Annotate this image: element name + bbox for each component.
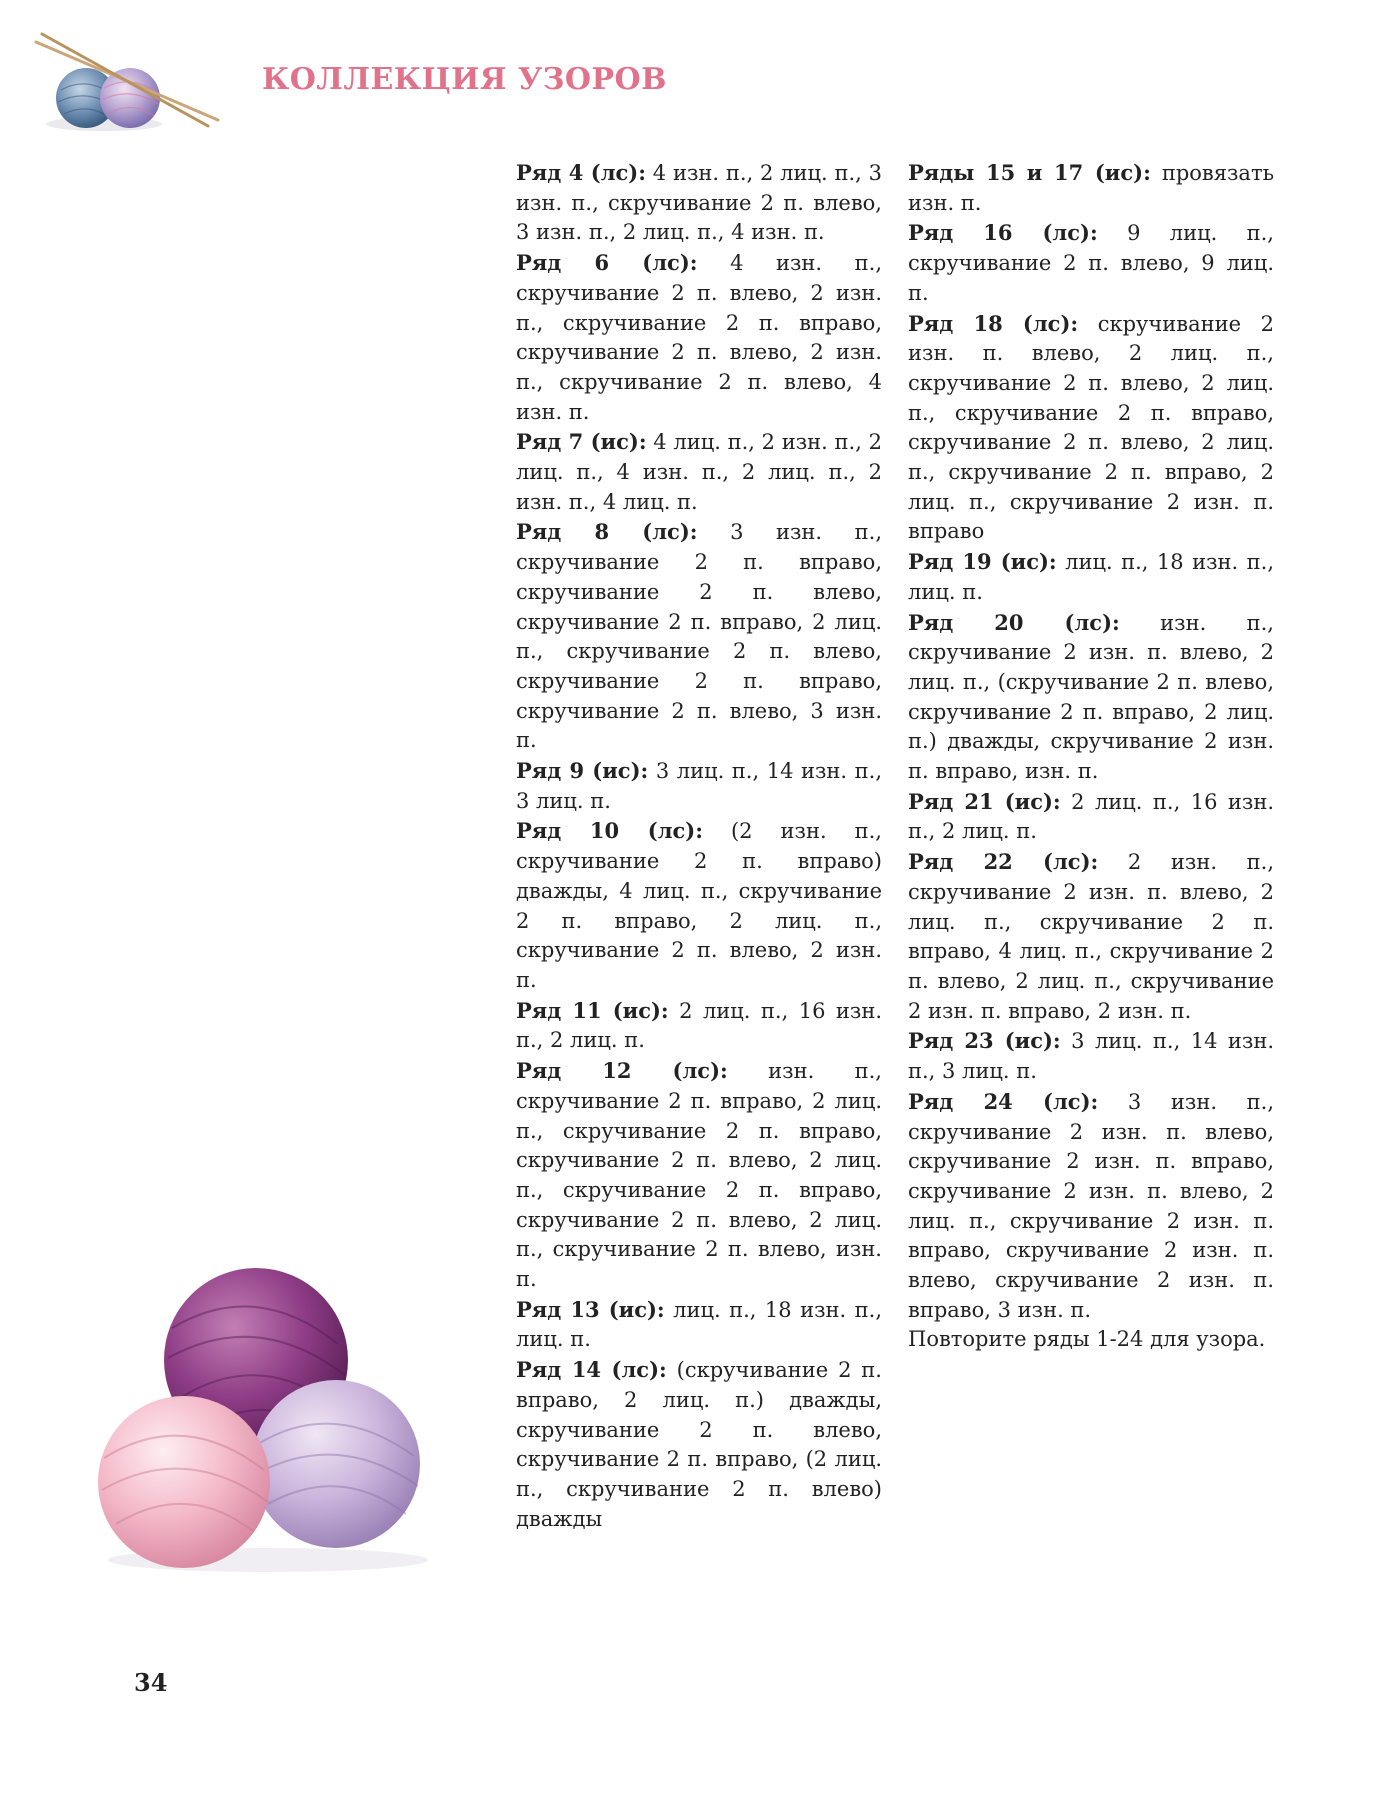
row-instruction (516, 517, 882, 756)
row-instruction (516, 1295, 882, 1355)
row-label: Ряд 12 (лс): (516, 1058, 728, 1084)
row-text: изн. п., скручивание 2 п. вправо, 2 лиц. п., скручивание 2 п. вправо, скручивание 2 п. влево, 2 лиц. п., скручивание 2 п. вправо, скручивание 2 п. влево, 2 лиц. п., скручивание 2 п. влево, изн. п. (516, 1059, 882, 1292)
row-text: изн. п., скручивание 2 изн. п. влево, 2 лиц. п., (скручивание 2 п. влево, скручивание 2 п. вправо, 2 лиц. п.) дважды, скручивание 2 изн. п. вправо, изн. п. (908, 610, 1274, 784)
row-label: Ряд 16 (лс): (908, 220, 1098, 246)
section-title: КОЛЛЕКЦИЯ УЗОРОВ (262, 62, 668, 97)
instructions-column-right (908, 158, 1274, 1355)
row-label: Ряд 4 (лс): (516, 160, 646, 185)
row-text: 3 изн. п., скручивание 2 изн. п. влево, скручивание 2 изн. п. вправо, скручивание 2 изн. п. влево, 2 лиц. п., скручивание 2 изн. п. вправо, скручивание 2 изн. п. влево, скручивание 2 изн. п. вправо, 3 изн. п. (908, 1089, 1274, 1322)
row-instruction (908, 218, 1274, 308)
row-label: Ряд 23 (ис): (908, 1028, 1061, 1054)
row-instruction (516, 756, 882, 816)
page-number: 34 (134, 1668, 168, 1697)
row-label: Ряд 18 (лс): (908, 310, 1079, 336)
row-instruction (908, 158, 1274, 218)
row-label: Ряд 7 (ис): (516, 429, 647, 455)
row-label: Ряд 24 (лс): (908, 1088, 1099, 1114)
row-text: (2 изн. п., скручивание 2 п. вправо) дважды, 4 лиц. п., скручивание 2 п. вправо, 2 лиц. п., скручивание 2 п. влево, 2 изн. п. (516, 819, 882, 992)
row-text: 4 изн. п., 2 лиц. п., 3 изн. п., скручивание 2 п. влево, 3 изн. п., 2 лиц. п., 4 изн. п. (516, 161, 882, 245)
instructions-column-left (516, 158, 882, 1534)
row-text: 9 лиц. п., скручивание 2 п. влево, 9 лиц. п. (908, 221, 1274, 305)
row-text: 4 изн. п., скручивание 2 п. влево, 2 изн. п., скручивание 2 п. вправо, скручивание 2 п. влево, 2 изн. п., скручивание 2 п. влево, 4 изн. п. (516, 251, 882, 424)
row-text: 2 лиц. п., 16 изн. п., 2 лиц. п. (908, 789, 1274, 844)
row-label: Ряд 6 (лс): (516, 250, 698, 276)
row-instruction (516, 816, 882, 995)
row-text: лиц. п., 18 изн. п., лиц. п. (908, 550, 1274, 604)
row-label: Ряд 19 (ис): (908, 549, 1057, 575)
row-instruction (908, 847, 1274, 1026)
row-label: Ряд 8 (лс): (516, 519, 698, 545)
row-text: (скручивание 2 п. вправо, 2 лиц. п.) дважды, скручивание 2 п. влево, скручивание 2 п. вправо, (2 лиц. п., скручивание 2 п. влево) дважды (516, 1358, 882, 1531)
row-label: Ряды 15 и 17 (ис): (908, 160, 1151, 185)
row-instruction (516, 427, 882, 517)
row-instruction (908, 1026, 1274, 1086)
yarn-balls-needles-icon (28, 28, 228, 138)
row-instruction (516, 1355, 882, 1534)
row-text: Повторите ряды 1-24 для узора. (908, 1327, 1266, 1352)
row-text: 4 лиц. п., 2 изн. п., 2 лиц. п., 4 изн. п., 2 лиц. п., 2 изн. п., 4 лиц. п. (516, 430, 882, 514)
row-text: 3 лиц. п., 14 изн. п., 3 лиц. п. (908, 1029, 1274, 1084)
row-text: 3 лиц. п., 14 изн. п., 3 лиц. п. (516, 759, 882, 813)
row-instruction (516, 996, 882, 1056)
row-label: Ряд 22 (лс): (908, 849, 1099, 875)
row-text: 2 лиц. п., 16 изн. п., 2 лиц. п. (516, 998, 882, 1053)
row-instruction (516, 158, 882, 248)
row-text: 3 изн. п., скручивание 2 п. вправо, скручивание 2 п. влево, скручивание 2 п. вправо, 2 лиц. п., скручивание 2 п. влево, скручивание 2 п. вправо, скручивание 2 п. влево, 3 изн. п. (516, 520, 882, 753)
row-label: Ряд 21 (ис): (908, 788, 1061, 814)
row-instruction (908, 608, 1274, 787)
row-instruction (908, 547, 1274, 607)
row-label: Ряд 11 (ис): (516, 997, 669, 1023)
row-instruction (516, 1056, 882, 1295)
row-instruction (908, 1325, 1274, 1355)
row-instruction (908, 1087, 1274, 1326)
row-instruction (908, 787, 1274, 847)
row-label: Ряд 9 (ис): (516, 758, 649, 784)
row-text: провязать изн. п. (908, 161, 1275, 215)
row-text: лиц. п., 18 изн. п., лиц. п. (516, 1297, 882, 1352)
row-label: Ряд 14 (лс): (516, 1357, 667, 1383)
row-label: Ряд 20 (лс): (908, 609, 1120, 635)
row-label: Ряд 10 (лс): (516, 818, 703, 844)
row-text: 2 изн. п., скручивание 2 изн. п. влево, 2 лиц. п., скручивание 2 п. вправо, 4 лиц. п., скручивание 2 п. влево, 2 лиц. п., скручивание 2 изн. п. вправо, 2 изн. п. (908, 850, 1274, 1023)
row-instruction (908, 309, 1274, 548)
row-instruction (516, 248, 882, 427)
row-label: Ряд 13 (ис): (516, 1296, 665, 1322)
row-text: скручивание 2 изн. п. влево, 2 лиц. п., скручивание 2 п. влево, 2 лиц. п., скручивание 2 п. вправо, скручивание 2 п. влево, 2 лиц. п., скручивание 2 п. вправо, 2 лиц. п., скручивание 2 изн. п. вправо (908, 311, 1274, 544)
yarn-balls-icon (88, 1248, 448, 1578)
